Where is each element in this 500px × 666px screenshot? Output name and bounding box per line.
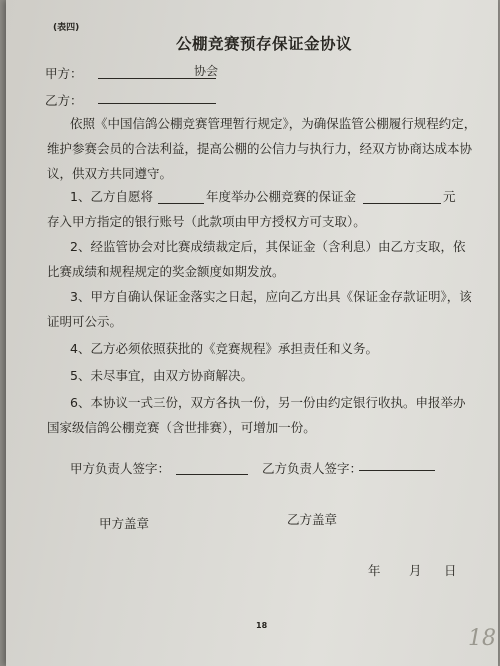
document-page: [6, 0, 498, 666]
seal-b-label: 乙方盖章: [287, 512, 338, 527]
clause-4: 4、乙方必须依照获批的《竞赛规程》承担责任和义务。: [70, 341, 378, 356]
handwritten-page-number: 18: [468, 626, 496, 651]
clause-1-amount-line: [363, 203, 441, 204]
document-title: 公棚竞赛预存保证金协议: [176, 35, 353, 53]
page-number: 18: [256, 621, 268, 630]
clause-1-part-1: 1、乙方自愿将: [70, 189, 153, 204]
intro-line-3: 议，供双方共同遵守。: [47, 166, 173, 181]
clause-1-part-3: 元: [443, 189, 456, 204]
clause-5: 5、未尽事宜，由双方协商解决。: [70, 368, 253, 383]
intro-line-1: 依照《中国信鸽公棚竞赛管理暂行规定》，为确保监管公棚履行规程约定，: [70, 116, 477, 131]
party-a-label: 甲方：: [45, 66, 83, 81]
date-month: 月: [409, 563, 422, 578]
sign-b-label: 乙方负责人签字：: [262, 461, 363, 476]
party-b-label: 乙方：: [45, 93, 83, 108]
clause-2-line-1: 2、经监管协会对比赛成绩裁定后，其保证金（含利息）由乙方支取，依: [70, 239, 466, 254]
party-a-value: 协会: [194, 64, 219, 78]
form-tag: (表四): [53, 23, 80, 33]
clause-1-part-2: 年度举办公棚竞赛的保证金: [206, 189, 357, 204]
party-b-line: [98, 103, 216, 104]
sign-a-line: [176, 474, 248, 475]
sign-a-label: 甲方负责人签字：: [70, 461, 171, 476]
sign-b-line: [359, 470, 435, 471]
clause-1-line-2: 存入甲方指定的银行账号（此款项由甲方授权方可支取）。: [47, 214, 366, 229]
date-year: 年: [368, 563, 381, 578]
clause-3-line-2: 证明可公示。: [47, 314, 123, 329]
clause-6-line-1: 6、本协议一式三份，双方各执一份，另一份由约定银行收执。申报举办: [70, 395, 466, 410]
seal-a-label: 甲方盖章: [99, 516, 150, 531]
clause-3-line-1: 3、甲方自确认保证金落实之日起，应向乙方出具《保证金存款证明》，该: [70, 289, 472, 304]
clause-1-year-line: [158, 203, 204, 204]
clause-6-line-2: 国家级信鸽公棚竞赛（含世排赛），可增加一份。: [47, 420, 316, 435]
date-day: 日: [444, 563, 457, 578]
clause-2-line-2: 比赛成绩和规程规定的奖金额度如期发放。: [47, 264, 285, 279]
intro-line-2: 维护参赛会员的合法利益，提高公棚的公信力与执行力，经双方协商达成本协: [47, 141, 473, 156]
